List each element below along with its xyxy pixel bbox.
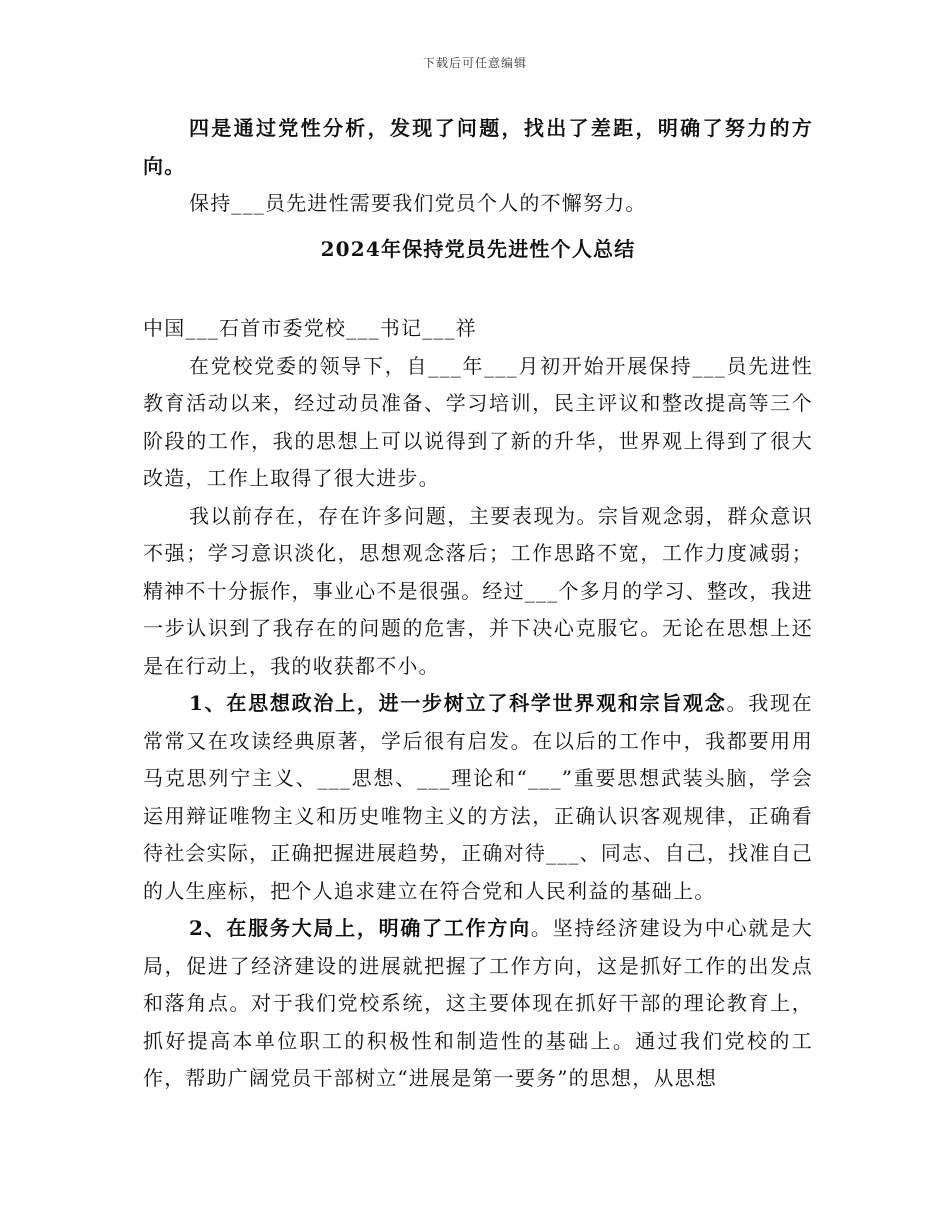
paragraph-4-heading: 2、在服务大局上，明确了工作方向 [189,916,531,940]
paragraph-3-text: 。我现在常常又在攻读经典原著，学后很有启发。在以后的工作中，我都要用用马克思列宁主义、___思想、___理论和“___”重要思想武装头脑，学会运用辩证唯物主义和历史唯物主义的方法，正确认识客观规律，正确看待社会实际，正确把握进展趋势，正确对待___、同志、自己，找准自己的人生座标，把个人追求建立在符合党和人民利益的基础上。 [143,691,813,903]
author-line: 中国___石首市委党校___书记___祥 [143,316,477,340]
intro-bold-paragraph: 四是通过党性分析，发现了问题，找出了差距，明确了努力的方向。 [143,116,813,178]
paragraph-3-heading: 1、在思想政治上，进一步树立了科学世界观和宗旨观念 [189,691,727,715]
header-note: 下载后可任意编辑 [422,56,527,70]
paragraph-3 [143,685,813,910]
paragraph-4 [143,910,813,1098]
document-title: 2024年保持党员先进性个人总结 [320,236,636,261]
intro-paragraph: 保持___员先进性需要我们党员个人的不懈努力。 [189,191,647,215]
paragraph-2: 我以前存在，存在许多问题，主要表现为。宗旨观念弱，群众意识不强；学习意识淡化，思想观念落后；工作思路不宽，工作力度减弱；精神不十分振作，事业心不是很强。经过___个多月的学习、整改，我进一步认识到了我存在的问题的危害，并下决心克服它。无论在思想上还是在行动上，我的收获都不小。 [143,503,813,678]
paragraph-4-text: 。坚持经济建设为中心就是大局，促进了经济建设的进展就把握了工作方向，这是抓好工作的出发点和落角点。对于我们党校系统，这主要体现在抓好干部的理论教育上，抓好提高本单位职工的积极性和制造性的基础上。通过我们党校的工作，帮助广阔党员干部树立“进展是第一要务”的思想，从思想 [143,916,813,1090]
paragraph-1: 在党校党委的领导下，自___年___月初开始开展保持___员先进性教育活动以来，经过动员准备、学习培训，民主评议和整改提高等三个阶段的工作，我的思想上可以说得到了新的升华，世界观上得到了很大改造，工作上取得了很大进步。 [143,353,813,490]
title-spacer [143,268,813,310]
document-body [143,110,813,1098]
